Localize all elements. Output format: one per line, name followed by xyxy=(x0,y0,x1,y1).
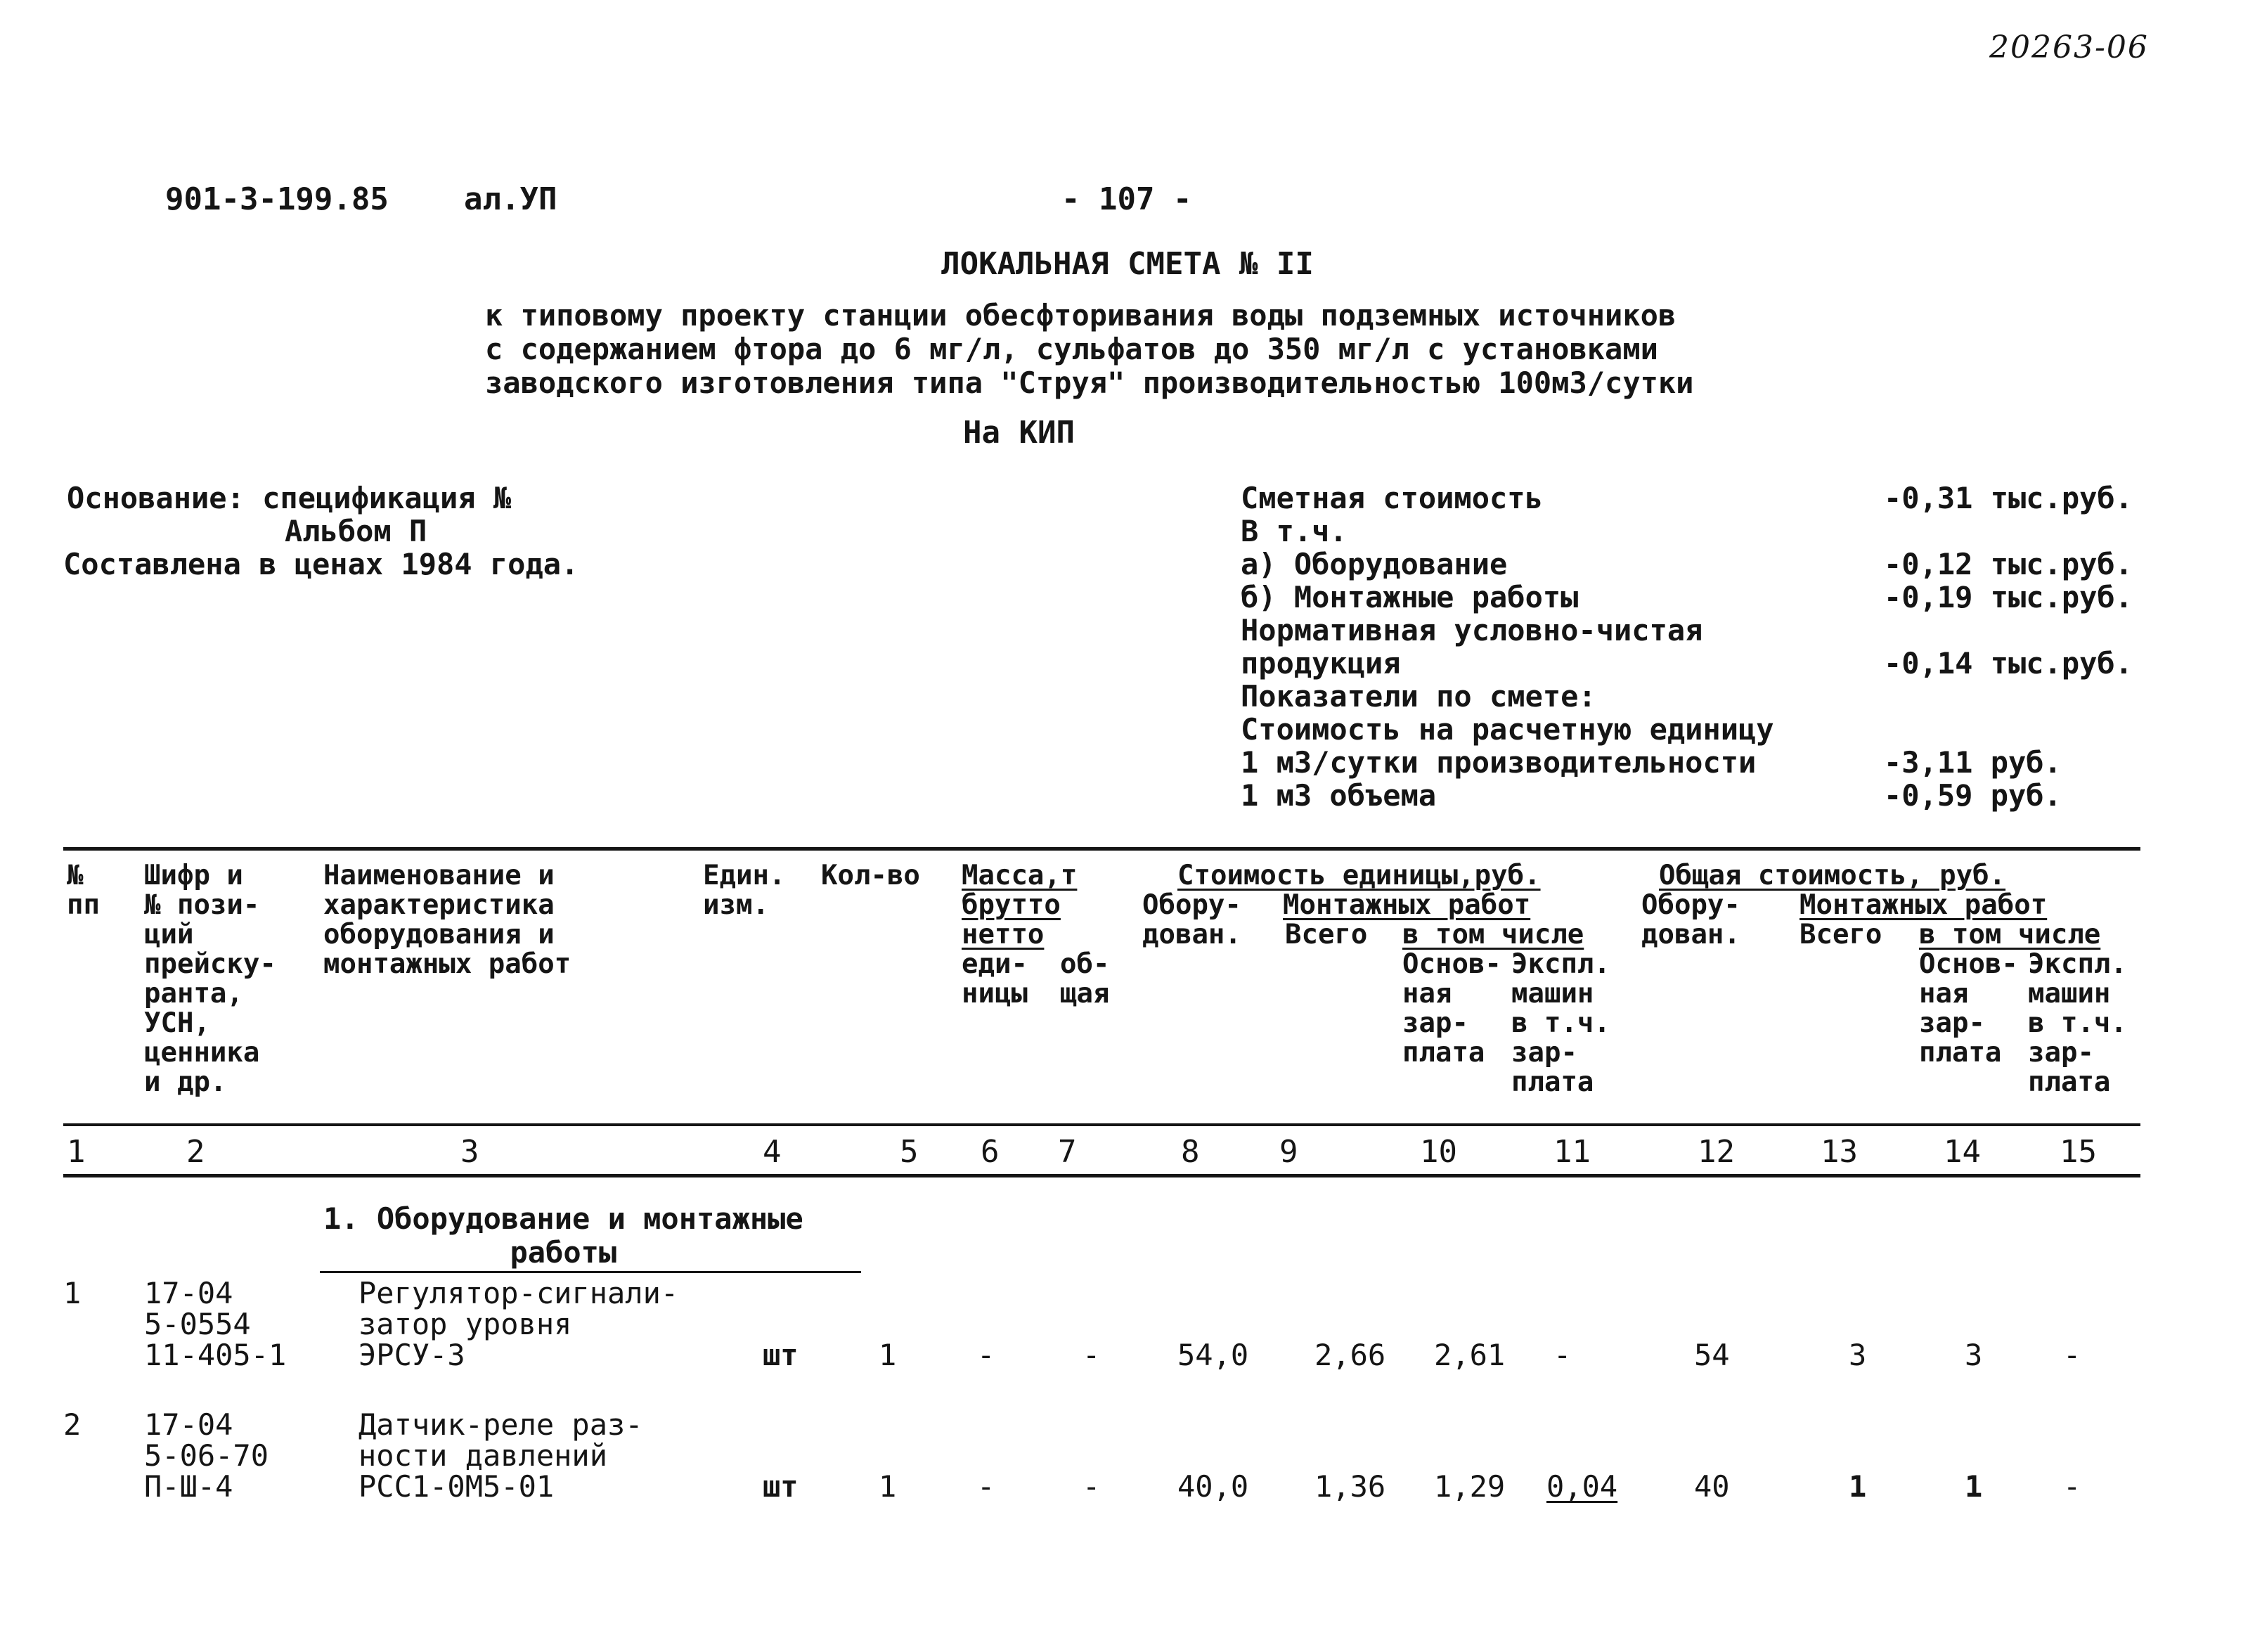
column-number: 1 xyxy=(67,1134,86,1170)
row-number: 1 xyxy=(63,1276,82,1310)
column-number: 14 xyxy=(1944,1134,1981,1170)
row-total-machines: - xyxy=(2063,1338,2081,1372)
row-unit-machines: 0,04 xyxy=(1546,1469,1618,1504)
group-heading: 1. Оборудование и монтажные работы xyxy=(323,1201,803,1270)
row-name: Датчик-реле раз- ности давлений РСС1-0М5-01 xyxy=(358,1407,643,1504)
column-number: 7 xyxy=(1058,1134,1077,1170)
column-number: 4 xyxy=(763,1134,782,1170)
page-number: - 107 - xyxy=(1061,181,1192,217)
header-unit-including: в том числе xyxy=(1402,919,1584,950)
column-number: 11 xyxy=(1553,1134,1591,1170)
row-price-code: 17-04 5-0554 11-405-1 xyxy=(144,1276,287,1372)
summary-value: -0,19 тыс.руб. xyxy=(1884,580,2133,614)
row-unit-mounting-total: 1,36 xyxy=(1314,1469,1386,1504)
header-total-mounting: Монтажных работ xyxy=(1800,889,2048,921)
column-numbers-rule xyxy=(63,1174,2140,1177)
row-total-equipment: 54 xyxy=(1694,1338,1730,1372)
group-heading-rule xyxy=(320,1271,861,1273)
row-mass-unit: - xyxy=(977,1469,995,1504)
row-price-code: 17-04 5-06-70 П-Ш-4 xyxy=(144,1407,269,1504)
summary-label: В т.ч. xyxy=(1241,514,1348,548)
summary-value: -0,59 руб. xyxy=(1884,778,2062,813)
header-mass-gross-net: брутто нетто xyxy=(962,889,1061,950)
summary-label: 1 м3 объема xyxy=(1241,778,1437,813)
album-number: ал.УП xyxy=(464,181,557,217)
basis-prices: Составлена в ценах 1984 года. xyxy=(63,547,579,581)
header-unit-total: Всего xyxy=(1285,919,1368,950)
column-number: 5 xyxy=(900,1134,919,1170)
row-unit-base-salary: 2,61 xyxy=(1434,1338,1506,1372)
archive-stamp: 20263-06 xyxy=(1989,30,2149,65)
column-number: 13 xyxy=(1821,1134,1858,1170)
column-number: 2 xyxy=(186,1134,205,1170)
row-total-mounting: 1 xyxy=(1849,1469,1867,1504)
row-unit-mounting-total: 2,66 xyxy=(1314,1338,1386,1372)
document-title: ЛОКАЛЬНАЯ СМЕТА № II xyxy=(941,246,1314,282)
row-total-mounting: 3 xyxy=(1849,1338,1867,1372)
subtitle-line-2: с содержанием фтора до 6 мг/л, сульфатов до 350 мг/л с установками xyxy=(485,332,1658,366)
summary-label: б) Монтажные работы xyxy=(1241,580,1579,614)
row-unit-base-salary: 1,29 xyxy=(1434,1469,1506,1504)
row-mass-total: - xyxy=(1083,1338,1101,1372)
header-total-including: в том числе xyxy=(1919,919,2101,950)
row-total-machines: - xyxy=(2063,1469,2081,1504)
header-bottom-rule xyxy=(63,1123,2140,1126)
row-unit-machines: - xyxy=(1553,1338,1572,1372)
row-name: Регулятор-сигнали- затор уровня ЭРСУ-3 xyxy=(358,1276,679,1372)
row-unit: шт xyxy=(763,1469,799,1504)
summary-label: 1 м3/сутки производительности xyxy=(1241,745,1757,780)
row-unit: шт xyxy=(763,1338,799,1372)
header-unit-mounting: Монтажных работ xyxy=(1283,889,1531,921)
row-total-equipment: 40 xyxy=(1694,1469,1730,1504)
header-mass-unit: еди- ницы xyxy=(962,948,1028,1009)
basis-album: Альбом П xyxy=(285,514,427,548)
table-top-rule xyxy=(63,847,2140,851)
header-quantity: Кол-во xyxy=(821,860,920,891)
column-number: 15 xyxy=(2060,1134,2097,1170)
column-number: 6 xyxy=(981,1134,1000,1170)
subtitle-line-3: заводского изготовления типа "Струя" производительностью 100м3/сутки xyxy=(485,366,1694,400)
summary-label: продукция xyxy=(1241,646,1401,680)
row-total-base-salary: 3 xyxy=(1965,1338,1983,1372)
row-quantity: 1 xyxy=(879,1338,897,1372)
row-unit-equipment: 54,0 xyxy=(1177,1338,1249,1372)
summary-label: Сметная стоимость xyxy=(1241,481,1543,515)
row-mass-unit: - xyxy=(977,1338,995,1372)
header-unit-equipment: Обору- дован. xyxy=(1142,889,1241,950)
header-unit-machines: Экспл. машин в т.ч. зар- плата xyxy=(1511,948,1610,1098)
summary-value: -0,14 тыс.руб. xyxy=(1884,646,2133,680)
basis-line: Основание: спецификация № xyxy=(67,481,512,515)
header-unit-base-salary: Основ- ная зар- плата xyxy=(1402,948,1501,1069)
document-code: 901-3-199.85 xyxy=(165,181,389,217)
row-unit-equipment: 40,0 xyxy=(1177,1469,1249,1504)
summary-label: Стоимость на расчетную единицу xyxy=(1241,712,1774,747)
column-number: 8 xyxy=(1181,1134,1200,1170)
header-unit-cost: Стоимость единицы,руб. xyxy=(1177,860,1541,891)
header-unit: Един. изм. xyxy=(703,860,786,921)
header-mass: Масса,т xyxy=(962,860,1078,891)
header-name: Наименование и характеристика оборудования и монтажных работ xyxy=(323,860,571,980)
row-number: 2 xyxy=(63,1407,82,1442)
summary-value: -3,11 руб. xyxy=(1884,745,2062,780)
summary-label: Нормативная условно-чистая xyxy=(1241,613,1703,647)
header-total-equipment: Обору- дован. xyxy=(1641,889,1740,950)
header-total-machines: Экспл. машин в т.ч. зар- плата xyxy=(2028,948,2127,1098)
header-total-total: Всего xyxy=(1800,919,1882,950)
row-quantity: 1 xyxy=(879,1469,897,1504)
row-mass-total: - xyxy=(1083,1469,1101,1504)
header-total-cost: Общая стоимость, руб. xyxy=(1659,860,2006,891)
header-mass-total: об- щая xyxy=(1060,948,1110,1009)
section-title: На КИП xyxy=(963,415,1075,451)
subtitle-line-1: к типовому проекту станции обесфторивания воды подземных источников xyxy=(485,298,1676,333)
column-number: 12 xyxy=(1698,1134,1735,1170)
summary-label: а) Оборудование xyxy=(1241,547,1508,581)
column-number: 3 xyxy=(460,1134,479,1170)
header-row-number: № пп xyxy=(67,860,100,921)
header-total-base-salary: Основ- ная зар- плата xyxy=(1919,948,2018,1069)
column-number: 10 xyxy=(1420,1134,1457,1170)
summary-value: -0,31 тыс.руб. xyxy=(1884,481,2133,515)
row-total-base-salary: 1 xyxy=(1965,1469,1983,1504)
summary-label: Показатели по смете: xyxy=(1241,679,1596,714)
header-price-code: Шифр и № пози- ций прейску- ранта, УСН, ценника и др. xyxy=(144,860,276,1098)
column-number: 9 xyxy=(1279,1134,1298,1170)
summary-value: -0,12 тыс.руб. xyxy=(1884,547,2133,581)
